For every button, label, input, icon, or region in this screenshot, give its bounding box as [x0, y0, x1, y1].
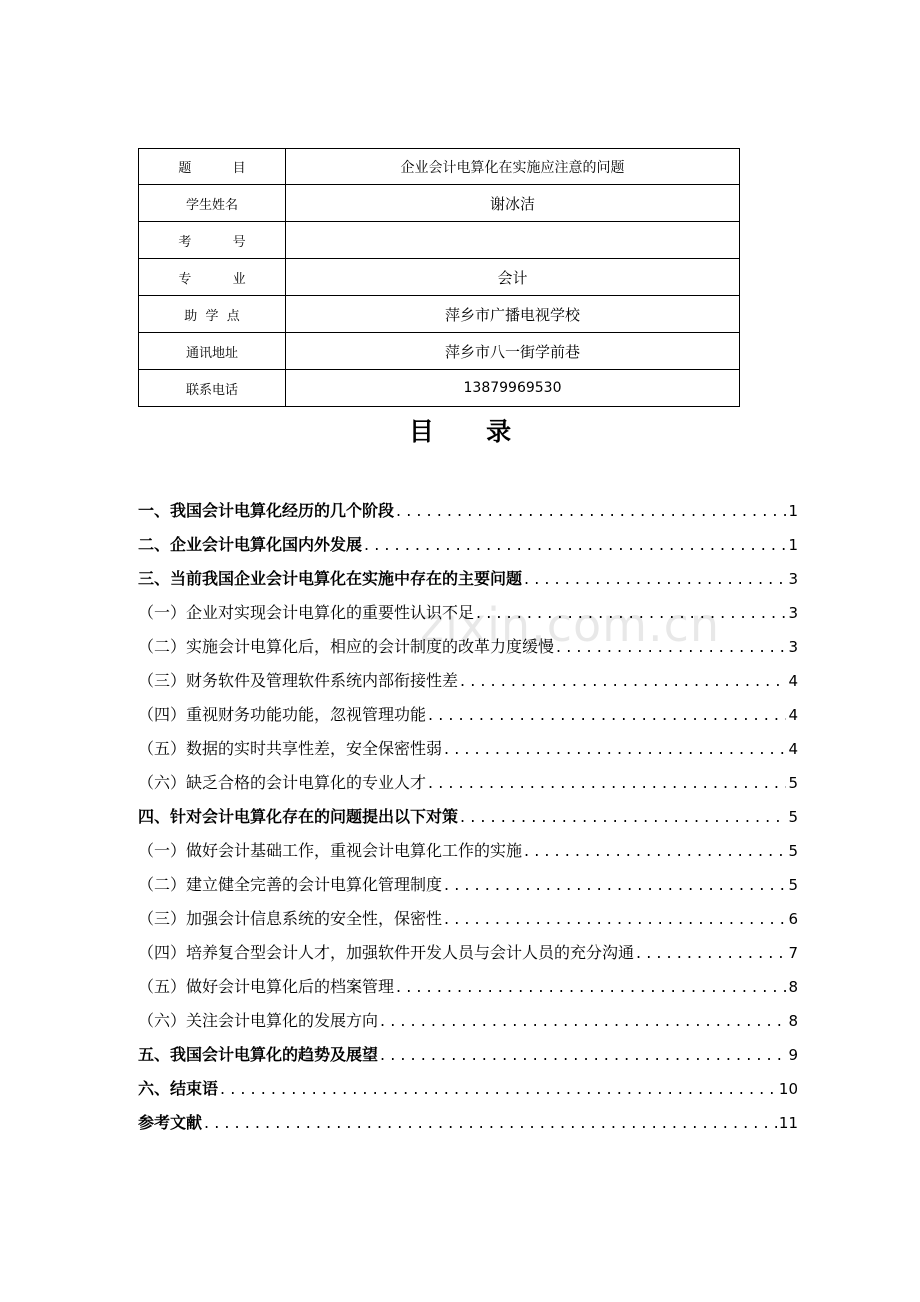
toc-dot-leader: [444, 868, 786, 902]
toc-entry-title: （三）加强会计信息系统的安全性，保密性: [138, 909, 443, 928]
toc-entry[interactable]: [138, 1106, 798, 1140]
info-value-study-center: 萍乡市广播电视学校: [286, 296, 740, 333]
toc-dot-leader: [396, 494, 786, 528]
info-value-address: 萍乡市八一街学前巷: [286, 333, 740, 370]
toc-entry-title: （六）关注会计电算化的发展方向: [138, 1011, 379, 1030]
toc-entry-title: （五）数据的实时共享性差，安全保密性弱: [138, 739, 443, 758]
info-row-student-name: [139, 185, 740, 222]
toc-dot-leader: [524, 562, 786, 596]
toc-entry-title: 六、结束语: [138, 1079, 219, 1098]
toc-page-number: 3: [788, 570, 798, 588]
toc-dot-leader: [220, 1072, 777, 1106]
toc-page-number: 5: [788, 774, 798, 792]
toc-page-number: 8: [788, 1012, 798, 1030]
toc-entry[interactable]: [138, 902, 798, 936]
toc-page-number: 4: [788, 672, 798, 690]
toc-page-number: 5: [788, 808, 798, 826]
info-label-text: 专 业: [178, 271, 246, 287]
info-label: [139, 149, 286, 185]
toc-page-number: 9: [788, 1046, 798, 1064]
toc-entry-title: 三、当前我国企业会计电算化在实施中存在的主要问题: [138, 569, 523, 588]
toc-dot-leader: [636, 936, 786, 970]
toc-entry-title: 一、我国会计电算化经历的几个阶段: [138, 501, 395, 520]
student-info-table: [138, 148, 740, 407]
toc-dot-leader: [380, 1038, 786, 1072]
toc-entry[interactable]: [138, 970, 798, 1004]
toc-dot-leader: [556, 630, 786, 664]
watermark: zixin.com.cn: [420, 598, 721, 652]
toc-dot-leader: [444, 902, 786, 936]
toc-heading-text: 目 录: [408, 417, 512, 446]
info-row-address: [139, 333, 740, 370]
info-value-exam-number: [286, 222, 740, 259]
toc-entry[interactable]: [138, 664, 798, 698]
toc-entry[interactable]: [138, 562, 798, 596]
toc-entry-title: （五）做好会计电算化后的档案管理: [138, 977, 395, 996]
toc-dot-leader: [460, 800, 786, 834]
toc-dot-leader: [428, 698, 786, 732]
info-label: [139, 259, 286, 296]
info-row-major: [139, 259, 740, 296]
toc-dot-leader: [476, 596, 786, 630]
toc-entry[interactable]: [138, 630, 798, 664]
info-label: [139, 370, 286, 407]
table-of-contents: [138, 494, 798, 1140]
toc-entry-title: （三）财务软件及管理软件系统内部衔接性差: [138, 671, 459, 690]
toc-dot-leader: [444, 732, 786, 766]
toc-dot-leader: [380, 1004, 786, 1038]
toc-entry-title: （六）缺乏合格的会计电算化的专业人才: [138, 773, 427, 792]
toc-page-number: 5: [788, 876, 798, 894]
toc-entry-title: （二）实施会计电算化后，相应的会计制度的改革力度缓慢: [138, 637, 555, 656]
toc-page-number: 11: [778, 1114, 798, 1132]
toc-entry-title: （四）培养复合型会计人才，加强软件开发人员与会计人员的充分沟通: [138, 943, 635, 962]
toc-entry[interactable]: [138, 698, 798, 732]
info-label-text: 助 学 点: [184, 308, 240, 324]
toc-dot-leader: [428, 766, 786, 800]
toc-page-number: 3: [788, 638, 798, 656]
info-value-student-name: 谢冰洁: [286, 185, 740, 222]
toc-entry-title: （四）重视财务功能功能，忽视管理功能: [138, 705, 427, 724]
toc-dot-leader: [460, 664, 786, 698]
toc-dot-leader: [524, 834, 786, 868]
toc-page-number: 1: [788, 536, 798, 554]
toc-page-number: 10: [778, 1080, 798, 1098]
info-label: [139, 333, 286, 370]
toc-entry-title: （一）企业对实现会计电算化的重要性认识不足: [138, 603, 475, 622]
toc-entry[interactable]: [138, 936, 798, 970]
toc-page-number: 1: [788, 502, 798, 520]
info-row-exam-number: [139, 222, 740, 259]
toc-page-number: 4: [788, 706, 798, 724]
toc-entry-title: 参考文献: [138, 1113, 203, 1132]
info-label-text: 联系电话: [185, 382, 238, 398]
toc-entry[interactable]: [138, 732, 798, 766]
toc-page-number: 8: [788, 978, 798, 996]
info-label-text: 考 号: [178, 234, 246, 250]
toc-page-number: 3: [788, 604, 798, 622]
info-value-phone: 13879969530: [286, 370, 740, 407]
toc-entry[interactable]: [138, 766, 798, 800]
toc-entry[interactable]: [138, 834, 798, 868]
toc-entry-title: 二、企业会计电算化国内外发展: [138, 535, 363, 554]
toc-entry[interactable]: [138, 1004, 798, 1038]
toc-entry-title: 四、针对会计电算化存在的问题提出以下对策: [138, 807, 459, 826]
toc-entry[interactable]: [138, 1038, 798, 1072]
info-label-text: 题 目: [178, 161, 246, 176]
toc-entry[interactable]: [138, 596, 798, 630]
info-label-text: 学生姓名: [185, 197, 238, 213]
info-label: [139, 222, 286, 259]
toc-entry[interactable]: [138, 528, 798, 562]
toc-entry[interactable]: [138, 800, 798, 834]
toc-dot-leader: [204, 1106, 777, 1140]
toc-entry-title: （二）建立健全完善的会计电算化管理制度: [138, 875, 443, 894]
toc-entry-title: 五、我国会计电算化的趋势及展望: [138, 1045, 379, 1064]
toc-page-number: 7: [788, 944, 798, 962]
toc-heading: [0, 412, 920, 448]
info-value-thesis-title: 企业会计电算化在实施应注意的问题: [286, 149, 740, 185]
toc-entry-title: （一）做好会计基础工作，重视会计电算化工作的实施: [138, 841, 523, 860]
toc-entry[interactable]: [138, 494, 798, 528]
info-row-title: [139, 149, 740, 185]
toc-page-number: 6: [788, 910, 798, 928]
info-label-text: 通讯地址: [185, 345, 238, 361]
toc-dot-leader: [396, 970, 786, 1004]
info-row-phone: [139, 370, 740, 407]
toc-page-number: 4: [788, 740, 798, 758]
info-label: [139, 185, 286, 222]
toc-dot-leader: [364, 528, 786, 562]
info-row-study-center: [139, 296, 740, 333]
info-label: [139, 296, 286, 333]
info-value-major: 会计: [286, 259, 740, 296]
toc-entry[interactable]: [138, 868, 798, 902]
toc-entry[interactable]: [138, 1072, 798, 1106]
toc-page-number: 5: [788, 842, 798, 860]
